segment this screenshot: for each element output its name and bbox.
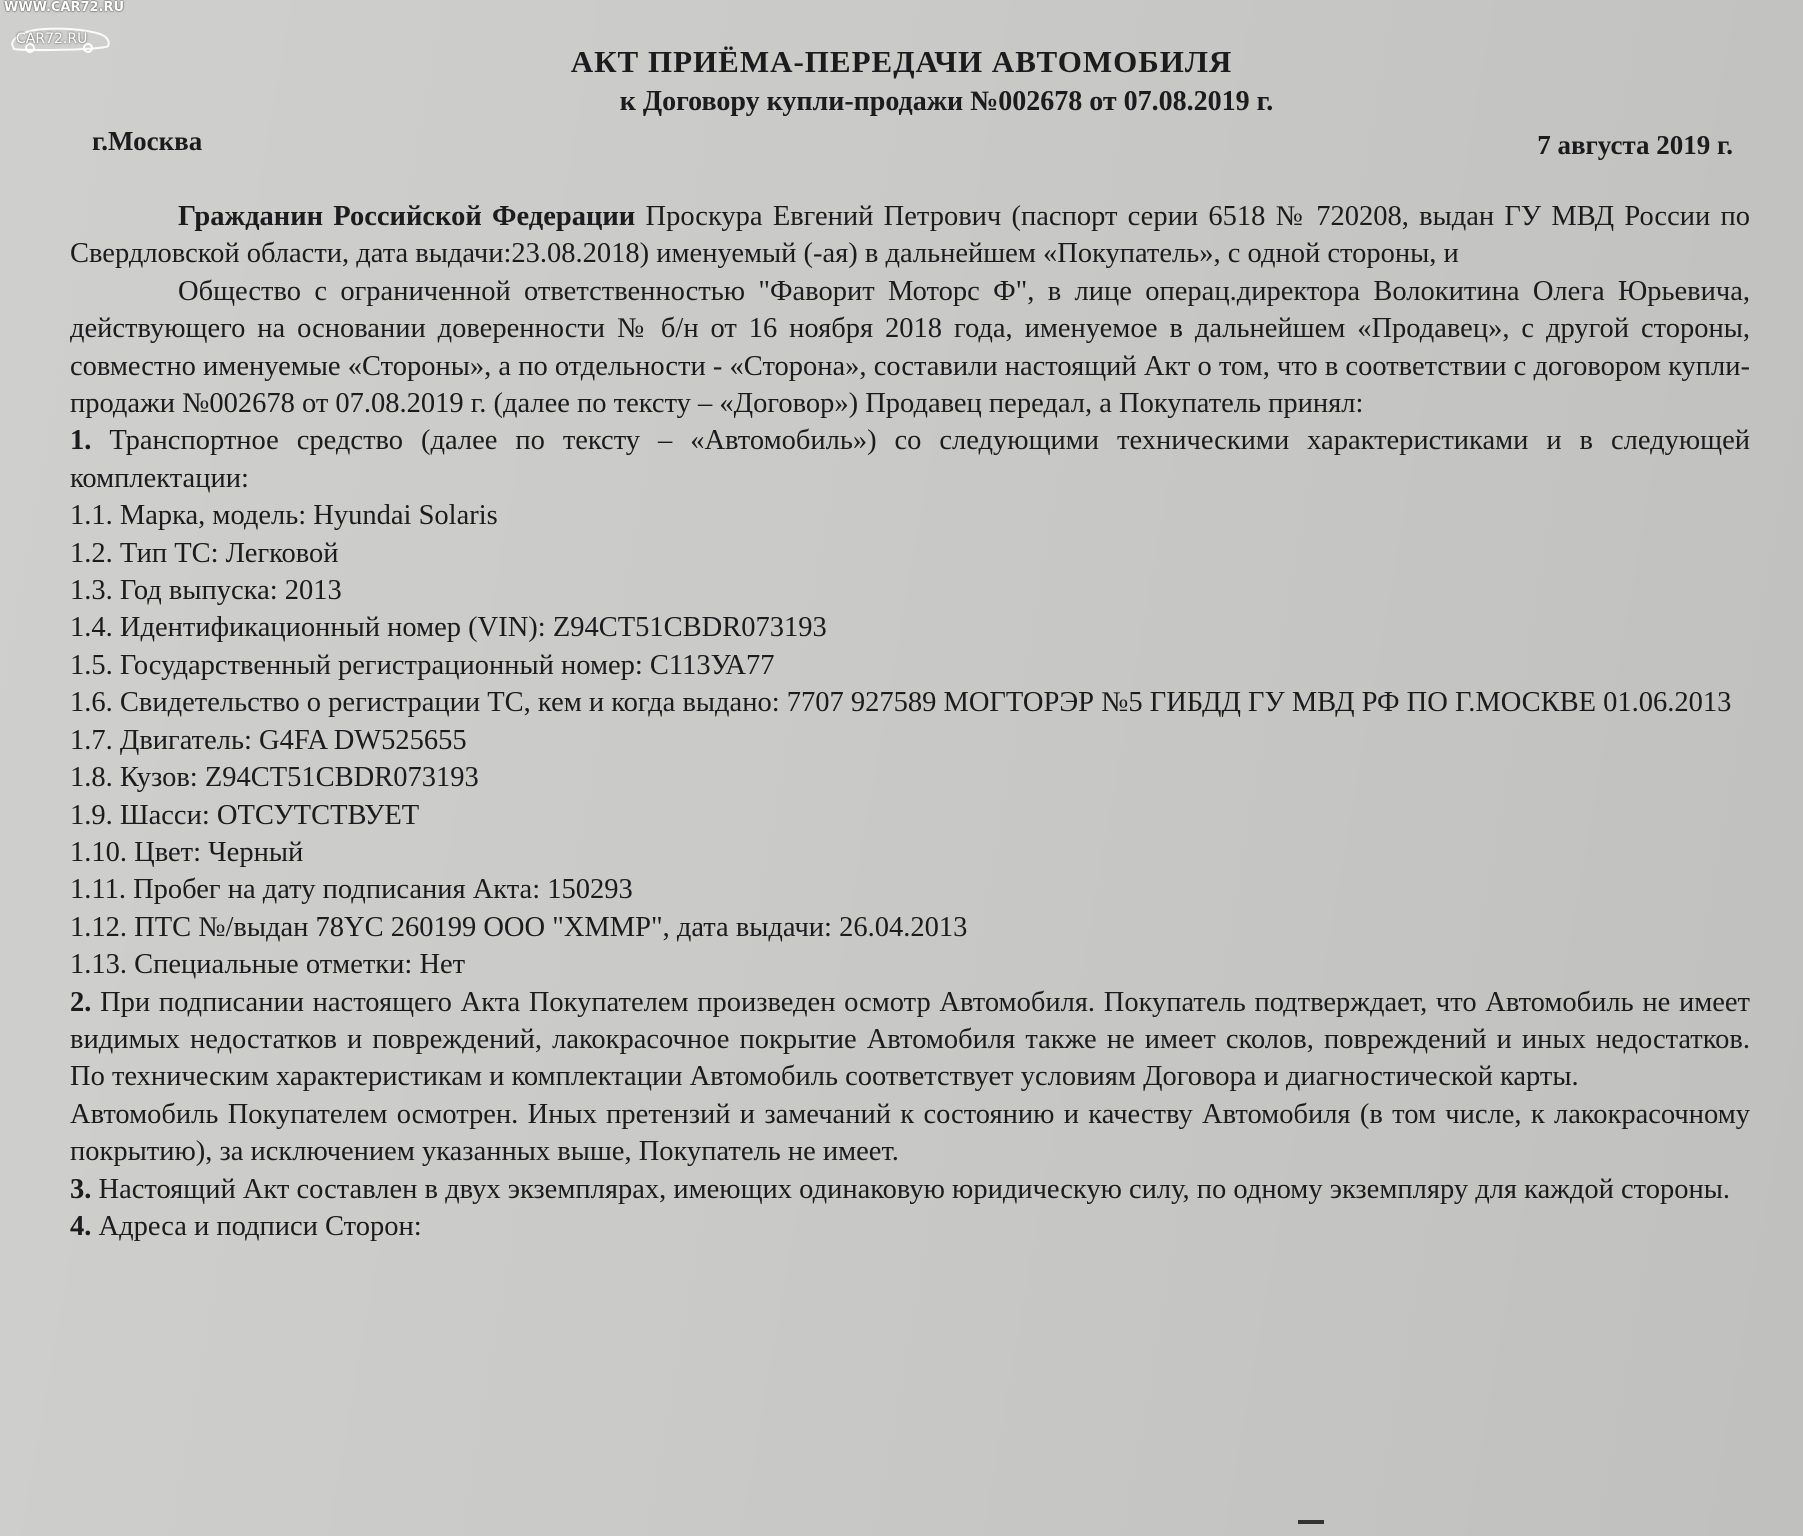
buyer-lead: Гражданин Российской Федерации [178,201,636,232]
spec-item: 1.5. Государственный регистрационный номер: С113УА77 [70,649,775,681]
spec-item: 1.9. Шасси: ОТСУТСТВУЕТ [70,799,420,831]
spec-item: 1.13. Специальные отметки: Нет [70,949,466,981]
section-1-number: 1. [70,425,92,457]
spec-item: 1.11. Пробег на дату подписания Акта: 150293 [70,874,633,906]
spec-item: 1.7. Двигатель: G4FA DW525655 [70,724,467,756]
section-4-text: Адреса и подписи Сторон: [91,1210,422,1242]
spec-item: 1.12. ПТС №/выдан 78YC 260199 ООО "ХММР", дата выдачи: 26.04.2013 [70,911,968,943]
section-3 [70,1171,1750,1208]
section-3-text: Настоящий Акт составлен в двух экземплярах, имеющих одинаковую юридическую силу, по одному экземпляру для каждой стороны. [91,1173,1731,1205]
section-4 [70,1208,1750,1245]
document-date: 7 августа 2019 г. [1537,130,1733,160]
buyer-text: Проскура Евгений Петрович (паспорт серии 6518 № 720208, выдан ГУ МВД России по Свердловской области, дата выдачи:23.08.2018) именуемый (-ая) в дальнейшем «Покупатель», с одной стороны, и [70,201,1751,270]
spec-item: 1.3. Год выпуска: 2013 [70,575,342,607]
spec-item: 1.10. Цвет: Черный [70,836,304,868]
section-2-number: 2. [70,986,92,1018]
document-body [70,198,1750,1245]
section-2-text: При подписании настоящего Акта Покупателем произведен осмотр Автомобиля. Покупатель подтверждает, что Автомобиль не имеет видимых недостатков и повреждений, лакокрасочное покрытие Автомобиля также не имеет сколов, повреждений и иных недостатков. По техническим характеристикам и комплектации Автомобиль соответствует условиям Договора и диагностической карты. [70,986,1750,1093]
watermark-url: WWW.CAR72.RU [4,0,125,15]
watermark-logo-text: CAR72.RU [16,31,88,47]
spec-item: 1.4. Идентификационный номер (VIN): Z94CT51CBDR073193 [70,612,827,644]
section-2 [70,984,1750,1096]
cut-off-text-fragment [1298,1520,1324,1524]
section-1-text: Транспортное средство (далее по тексту – «Автомобиль») со следующими техническими характеристиками и в следующей комплектации: [70,425,1750,494]
document-subtitle: к Договору купли-продажи №002678 от 07.08.2019 г. [619,86,1274,117]
section-1 [70,422,1750,497]
spec-item: 1.8. Кузов: Z94CT51CBDR073193 [70,762,479,794]
vehicle-specs-list [70,497,1750,983]
section-3-number: 3. [70,1173,92,1205]
seller-paragraph: Общество с ограниченной ответственностью "Фаворит Моторс Ф", в лице операц.директора Волокитина Олега Юрьевича, действующего на основании доверенности № б/н от 16 ноября 2018 года, именуемое в дальнейшем «Продавец», с другой стороны, совместно именуемые «Стороны», а по отдельности - «Сторона», составили настоящий Акт о том, что в соответствии с договором купли-продажи №002678 от 07.08.2019 г. (далее по тексту – «Договор») Продавец передал, а Покупатель принял: [70,275,1750,420]
section-4-number: 4. [70,1210,92,1242]
spec-item: 1.6. Свидетельство о регистрации ТС, кем и когда выдано: 7707 927589 МОГТОРЭР №5 ГИБДД ГУ МВД РФ ПО Г.МОСКВЕ 01.06.2013 [70,687,1732,719]
document-city: г.Москва [92,126,203,156]
buyer-paragraph [70,198,1750,273]
document-title: АКТ ПРИЁМА-ПЕРЕДАЧИ АВТОМОБИЛЯ [570,44,1233,79]
spec-item: 1.1. Марка, модель: Hyundai Solaris [70,500,498,532]
spec-item: 1.2. Тип ТС: Легковой [70,537,339,569]
section-2-continued: Автомобиль Покупателем осмотрен. Иных претензий и замечаний к состоянию и качеству Автомобиля (в том числе, к лакокрасочному покрытию), за исключением указанных выше, Покупатель не имеет. [70,1098,1750,1168]
